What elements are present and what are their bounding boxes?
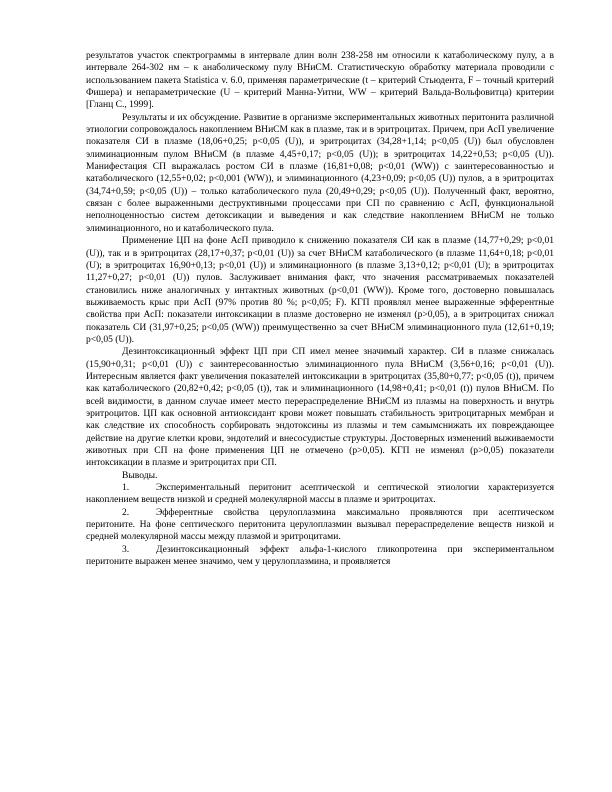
paragraph-methods-end: результатов участок спектрограммы в интервале длин волн 238-258 нм относили к катаболическому пулу, а в интервале 264-302 нм – к анаболическому пулу ВНиСМ. Статистическую обработку материала проводили с использованием пакета Statistica v. 6.0, применяя параметрические (t – критерий Стьюдента, F – точный критерий Фишера) и непараметрические (U – критерий Манна-Уитни, WW – критерий Вальда-Вольфовитца) критерии [Гланц С., 1999].: [86, 50, 554, 111]
paragraph-cp-aseptic: Применение ЦП на фоне АсП приводило к снижению показателя СИ как в плазме (14,77+0,29; p<0,01 (U)), так и в эритроцитах (28,17+0,37; p<0,01 (U)) за счет ВНиСМ катаболического (в плазме 11,64+0,18; p<0,01 (U); в эритроцитах 16,90+0,13; p<0,01 (U)) и элиминационного (в плазме 3,13+0,12; p<0,01 (U); в эритроцитах 11,27+0,27; p<0,01 (U)) пулов. Заслуживает внимания факт, что значения рассматриваемых показателей становились ниже аналогичных у интактных животных (p<0,01 (WW)). Кроме того, достоверно повышалась выживаемость крыс при АсП (97% против 80 %; p<0,05; F). КГП проявлял менее выраженные эфферентные свойства при АсП: показатели интоксикации в плазме достоверно не изменял (p>0,05), а в эритроцитах снижал показатель СИ (31,97+0,25; p<0,05 (WW)) преимущественно за счет ВНиСМ элиминационного пула (12,61+0,19; p<0,05 (U)).: [86, 235, 554, 345]
conclusion-item-1: [86, 482, 554, 507]
conclusion-number: 1.: [122, 482, 130, 494]
conclusion-item-3: [86, 544, 554, 569]
conclusion-text: Эфферентные свойства церулоплазмина максимально проявляются при асептическом перитоните. На фоне септического перитонита церулоплазмин вызывал перераспределение веществ низкой и средней молекулярной массы между плазмой и эритроцитами.: [86, 506, 554, 543]
conclusion-text: Дезинтоксикационный эффект альфа-1-кислого гликопротеина при экспериментальном перитоните выражен менее значимо, чем у церулоплазмина, и проявляется: [86, 543, 554, 568]
paragraph-cp-septic: Дезинтоксикационный эффект ЦП при СП имел менее значимый характер. СИ в плазме снижалась (15,90+0,31; p<0,01 (U)) с заинтересованностью элиминационного пула ВНиСМ (3,56+0,16; p<0,01 (U)). Интересным является факт увеличения показателей интоксикации в эритроцитах (35,80+0,77; p<0,05 (t)), причем как катаболического (20,82+0,42; p<0,05 (t)), так и элиминационного (14,98+0,41; p<0,01 (t)) пулов ВНиСМ. По всей видимости, в данном случае имеет место перераспределение ВНиСМ из плазмы на поверхность и внутрь эритроцитов. ЦП как основной антиоксидант крови может повышать стабильность эритроцитарных мембран и как следствие их способность сорбировать эндотоксины из плазмы и тем самымснижать их повреждающее действие на другие клетки крови, эндотелий и внесосудистые структуры. Достоверных изменений выживаемости животных при СП на фоне применения ЦП не отмечено (p>0,05). КГП не изменял (p>0,05) показатели интоксикации в плазме и эритроцитах при СП.: [86, 346, 554, 469]
conclusions-heading: Выводы.: [122, 469, 158, 481]
conclusion-text: Экспериментальный перитонит асептической и септической этиологии характеризуется накоплением веществ низкой и средней молекулярной массы в плазме и эритроцитах.: [86, 482, 554, 506]
conclusion-number: 2.: [122, 506, 130, 518]
paragraph-results: Результаты и их обсуждение. Развитие в организме экспериментальных животных перитонита различной этиологии сопровождалось накоплением ВНиСМ как в плазме, так и в эритроцитах. Причем, при АсП увеличение показателя СИ в плазме (18,06+0,25; p<0,05 (U)), и эритроцитах (34,28+1,14; p<0,05 (U)) был обусловлен элиминационным пулом ВНиСМ (в плазме 4,45+0,17; p<0,05 (U)); в эритроцитах 14,22+0,53; p<0,05 (U)). Манифестация СП выражалась ростом СИ в плазме (16,81+0,08; p<0,01 (WW)) с заинтересованностью и катаболического (12,55+0,02; p<0,001 (WW)), и элиминационного (4,23+0,09; p<0,05 (U)) пулов, а в эритроцитах (34,74+0,59; p<0,05 (U)) – только катаболического пула (20,49+0,29; p<0,05 (U)). Полученный факт, вероятно, связан с более выраженными деструктивными процессами при СП по сравнению с АсП, функциональной неполноценностью систем детоксикации и выведения и как следствие накоплением ВНиСМ не только элиминационного, но и катаболического пула.: [86, 111, 554, 234]
document-page: [86, 50, 554, 568]
conclusion-item-2: [86, 507, 554, 544]
conclusion-number: 3.: [122, 543, 130, 555]
